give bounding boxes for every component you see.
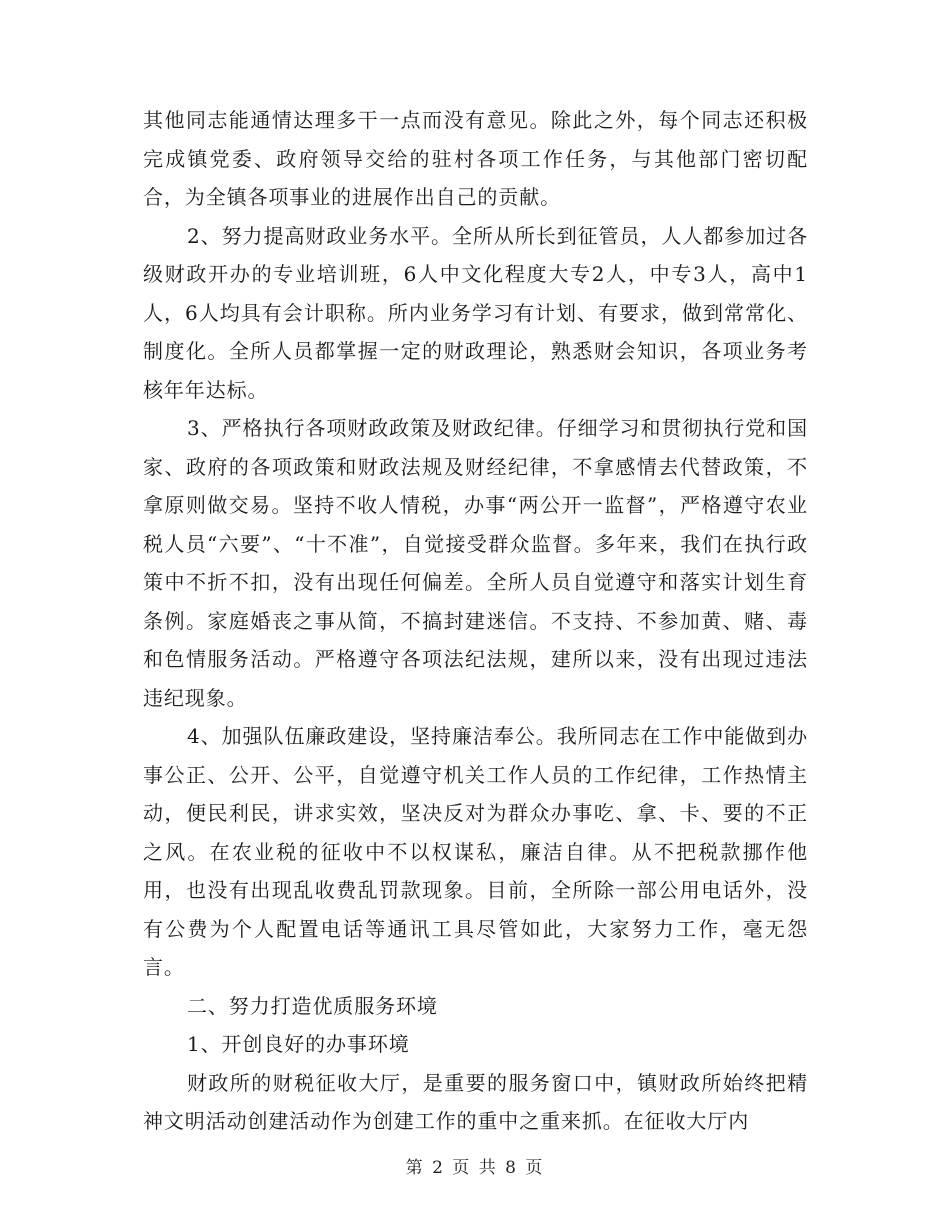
subsection-heading-1: 1、开创良好的办事环境 (187, 1032, 410, 1056)
document-body (143, 101, 808, 1141)
paragraph-item-2: 2、努力提高财政业务水平。全所从所长到征管员，人人都参加过各级财政开办的专业培训班，6人中文化程度大专2人，中专3人，高中1人，6人均具有会计职称。所内业务学习有计划、有要求，做到常常化、制度化。全所人员都掌握一定的财政理论，熟悉财会知识，各项业务考核年年达标。 (143, 223, 808, 402)
paragraph-service-hall: 财政所的财税征收大厅，是重要的服务窗口中，镇财政所始终把精神文明活动创建活动作为创建工作的重中之重来抓。在征收大厅内 (143, 1070, 808, 1133)
paragraph-item-4: 4、加强队伍廉政建设，坚持廉洁奉公。我所同志在工作中能做到办事公正、公开、公平，自觉遵守机关工作人员的工作纪律，工作热情主动，便民利民，讲求实效，坚决反对为群众办事吃、拿、卡、要的不正之风。在农业税的征收中不以权谋私，廉洁自律。从不把税款挪作他用，也没有出现乱收费乱罚款现象。目前，全所除一部公用电话外，没有公费为个人配置电话等通讯工具尽管如此，大家努力工作，毫无怨言。 (143, 724, 808, 979)
section-heading-2: 二、努力打造优质服务环境 (187, 993, 438, 1018)
paragraph-item-3: 3、严格执行各项财政政策及财政纪律。仔细学习和贯彻执行党和国家、政府的各项政策和财政法规及财经纪律，不拿感情去代替政策，不拿原则做交易。坚持不收人情税，办事“两公开一监督”，严格遵守农业税人员“六要”、“十不准”，自觉接受群众监督。多年来，我们在执行政策中不折不扣，没有出现任何偏差。全所人员自觉遵守和落实计划生育条例。家庭婚丧之事从简，不搞封建迷信。不支持、不参加黄、赌、毒和色情服务活动。严格遵守各项法纪法规，建所以来，没有出现过违法违纪现象。 (143, 416, 808, 710)
page-number-footer: 第 2 页 共 8 页 (405, 1158, 545, 1178)
paragraph-continuation: 其他同志能通情达理多干一点而没有意见。除此之外，每个同志还积极完成镇党委、政府领导交给的驻村各项工作任务，与其他部门密切配合，为全镇各项事业的进展作出自己的贡献。 (143, 108, 808, 209)
